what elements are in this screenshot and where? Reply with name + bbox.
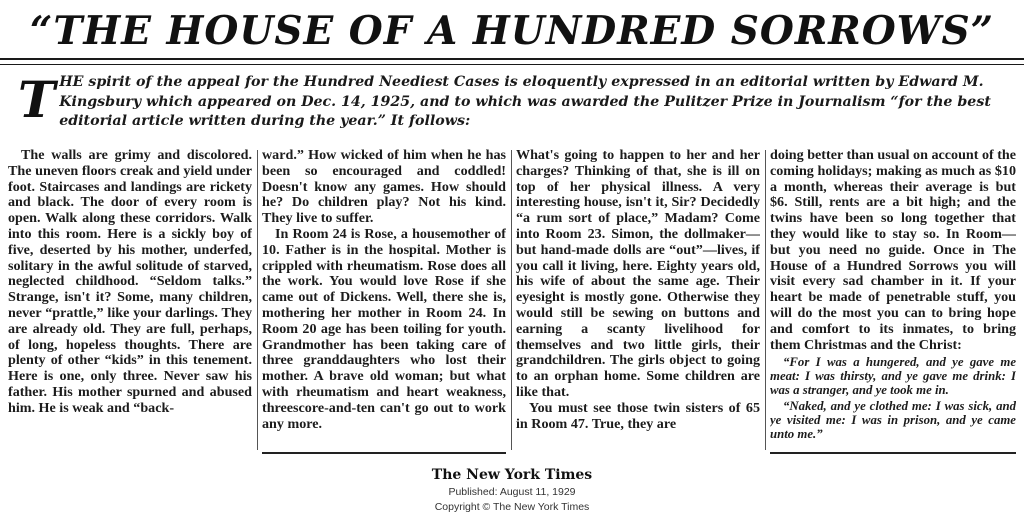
article-column-3 xyxy=(516,148,760,458)
column-end-rule xyxy=(262,452,506,454)
column-paragraph: ward.” How wicked of him when he has been so encouraged and coddled! Doesn't know any games. How should he? Do children play? Not his kind. They live to suffer. xyxy=(262,148,506,227)
column-divider xyxy=(765,150,766,450)
intro-paragraph xyxy=(18,70,1010,145)
column-paragraph: The walls are grimy and discolored. The uneven floors creak and yield under foot. Staircases and landings are rickety and black. The door of every room is open. Walk along these corridors. Walk into this room. Here is a sickly boy of five, deserted by his mother, underfed, solitary in the awful solitude of starved, neglected childhood. “Seldom talks.” Strange, isn't it? Some, many children, never “prattle,” like your darlings. They are already old. They are full, perhaps, of long, hopeless thoughts. There are plenty of other “kids” in this tenement. Here is one, only three. Never saw his father. His mother spurned and abused him. He is weak and “back- xyxy=(8,148,252,416)
column-paragraph: In Room 24 is Rose, a housemother of 10. Father is in the hospital. Mother is crippled with rheumatism. Rose does all the work. You would love Rose if she came out of Dickens. Well, there she is, mothering her mother in Room 24. In Room 20 age has been toiling for youth. Grandmother has been taking care of three granddaughters who lost their mother. A brave old woman; but what with rheumatism and heart weakness, threescore-and-ten can't go out to work any more. xyxy=(262,225,506,432)
article-column-2 xyxy=(262,148,506,458)
scripture-quote: “Naked, and ye clothed me: I was sick, and ye visited me: I was in prison, and ye came unto me.” xyxy=(770,399,1016,442)
column-paragraph: What's going to happen to her and her charges? Thinking of that, she is ill on top of her physical illness. A very interesting house, isn't it, Sir? Decidedly “a rum sort of place,” Madam? Come into Room 23. Simon, the dollmaker—but hand-made dolls are “out”—lives, if you call it living, here. Eighty years old, his wife of about the same age. Their eyesight is mostly gone. Otherwise they would still be sewing on buttons and earning a scanty livelihood for themselves and two little girls, their grandchildren. The girls object to going to an orphan home. Some children are like that. xyxy=(516,148,760,400)
intro-text: HE spirit of the appeal for the Hundred Neediest Cases is eloquently expressed in an editorial written by Edward M. Kingsbury which appeared on Dec. 14, 1925, and to which was awarded the Pulitzer Prize in Journalism “for the best editorial article written during the year.” It follows: xyxy=(59,74,991,129)
scripture-quote: “For I was a hungered, and ye gave me meat: I was thirsty, and ye gave me drink: I was a stranger, and ye took me in. xyxy=(770,355,1016,398)
column-divider xyxy=(257,150,258,450)
drop-cap: T xyxy=(18,70,56,129)
article-column-4 xyxy=(770,148,1016,458)
column-paragraph: You must see those twin sisters of 65 in Room 47. True, they are xyxy=(516,399,760,432)
column-end-rule xyxy=(770,452,1016,454)
published-date: Published: August 11, 1929 xyxy=(448,486,576,498)
article-column-1 xyxy=(8,148,252,458)
column-divider xyxy=(511,150,512,450)
headline: “THE HOUSE OF A HUNDRED SORROWS” xyxy=(29,8,995,54)
column-paragraph: doing better than usual on account of the coming holidays; making as much as $10 a month, whereas their average is but $6. Still, rents are a bit high; and the twins have been so long together that they would like to stay so. In Room— but you need no guide. Once in The House of a Hundred Sorrows you will visit every sad chamber in it. If your heart be made of penetrable stuff, you will do the most you can to bring hope and comfort to its inmates, to bring them Christmas and the Christ: xyxy=(770,148,1016,353)
copyright-notice: Copyright © The New York Times xyxy=(434,501,590,513)
headline-rule-thin xyxy=(0,64,1024,65)
headline-rule-thick xyxy=(0,58,1024,60)
nyt-logo: The New York Times xyxy=(431,467,593,483)
